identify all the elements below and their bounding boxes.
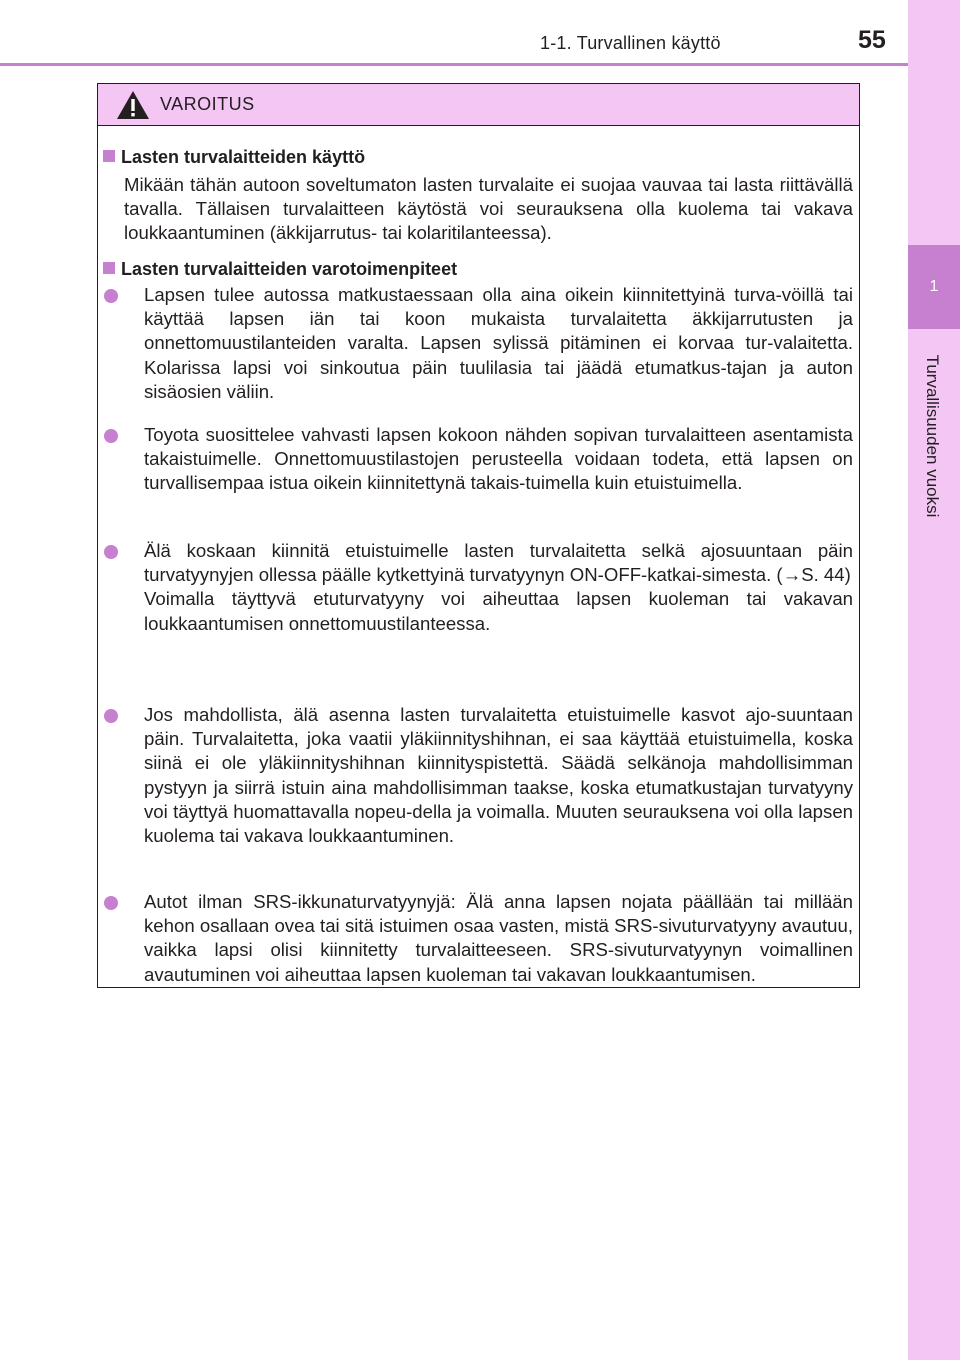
square-bullet-icon — [103, 262, 115, 274]
warning-label: VAROITUS — [160, 94, 255, 114]
list-item: Jos mahdollista, älä asenna lasten turvalaitetta etuistuimelle kasvot ajo-suuntaan päin. Turvalaitetta, joka vaatii yläkiinnityshihnan, ei saa käyttää etuistuimella, koska siinä ei ole yläkiinnityshihnan kiinnityspistettä. Säädä selkänoja mahdollisimman pystyyn ja siirrä istuin aina mahdollisimman taakse, koska etumatkustajan turvatyyny voi täyttyä huomattavalla nopeu-della ja voimalla. Muuten seurauksena voi olla lapsen kuolema tai vakava loukkaantuminen. — [144, 704, 853, 847]
section-heading-text: Lasten turvalaitteiden käyttö — [121, 147, 366, 167]
square-bullet-icon — [103, 150, 115, 162]
header-title: 1-1. Turvallinen käyttö — [540, 33, 721, 53]
list-item: Toyota suosittelee vahvasti lapsen kokoon nähden sopivan turvalaitteen asentamista takaistuimelle. Onnettomuustilastojen perusteella voidaan todeta, että lapsen on turvallisempaa istua oikein kiinnitettynä takais-tuimella kuin etuistuimella. — [144, 424, 853, 494]
warning-triangle-icon — [116, 90, 150, 120]
round-bullet-icon — [104, 709, 118, 723]
page-number: 55 — [858, 26, 886, 54]
list-item-note: Voimalla täyttyvä etuturvatyyny voi aiheuttaa lapsen kuoleman tai vakavan loukkaantumisen onnettomuustilanteessa. — [144, 588, 853, 634]
list-item: Lapsen tulee autossa matkustaessaan olla aina oikein kiinnitettyinä turva-vöillä tai käyttää lapsen iän tai koon mukaista turvalaitetta äkkijarrutusten ja onnettomuustilanteiden varalta. Lapsen sylissä pitäminen ei korvaa tur-valaitetta. Kolarissa lapsi voi sinkoutua päin tuulilasia tai jäädä etumatkus-tajan ja auton sisäosien väliin. — [144, 284, 853, 402]
round-bullet-icon — [104, 545, 118, 559]
chapter-number: 1 — [929, 278, 939, 295]
side-tab — [908, 0, 960, 1360]
warning-header — [98, 84, 859, 126]
list-item: Autot ilman SRS-ikkunaturvatyynyjä: Älä anna lapsen nojata päällään tai millään kehon osallaan ovea tai sitä istuimen osaa vasten, mistä SRS-sivuturvatyyny avautuu, vaikka lapsi olisi kiinnitetty turvalaitteeseen. SRS-sivuturvatyynyn voimallinen avautuminen voi aiheuttaa lapsen kuoleman tai vakavan loukkaantumisen. — [144, 891, 853, 985]
chapter-tab[interactable] — [908, 245, 960, 329]
chapter-title: Turvallisuuden vuoksi — [923, 354, 942, 518]
section-paragraph: Mikään tähän autoon soveltumaton lasten turvalaite ei suojaa vauvaa tai lasta riittävällä tavalla. Tällaisen turvalaitteen käytöstä voi seurauksena olla kuolema tai vakava loukkaantuminen (äkkijarrutus- tai kolaritilanteessa). — [124, 174, 853, 244]
list-item-text: Älä koskaan kiinnitä etuistuimelle lasten turvalaitetta selkä ajosuuntaan päin turvatyynyjen ollessa päälle kytkettyinä turvatyynyn ON-OFF-katkai-simesta. (→S. 44) — [144, 540, 853, 586]
section-heading — [103, 147, 365, 168]
warning-box — [97, 83, 860, 988]
list-item — [144, 539, 853, 636]
section-heading — [103, 259, 457, 280]
round-bullet-icon — [104, 896, 118, 910]
header-rule — [0, 63, 908, 66]
round-bullet-icon — [104, 289, 118, 303]
round-bullet-icon — [104, 429, 118, 443]
section-heading-text: Lasten turvalaitteiden varotoimenpiteet — [121, 259, 458, 279]
